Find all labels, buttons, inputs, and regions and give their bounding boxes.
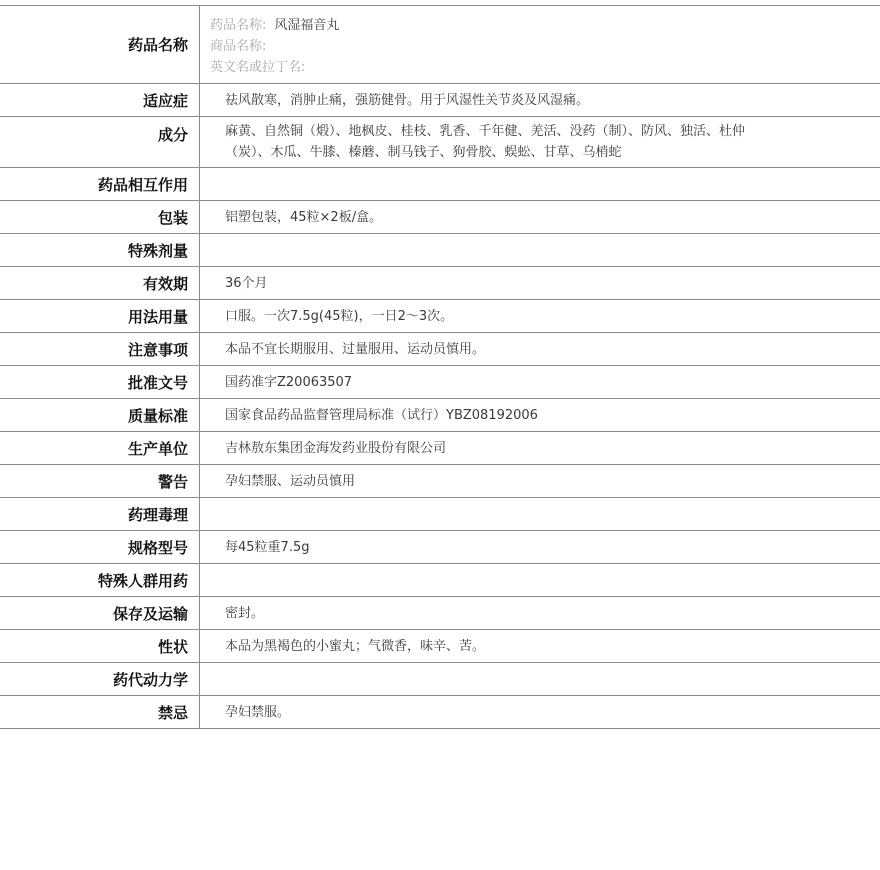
storage-row <box>0 597 880 630</box>
specification-value: 每45粒重7.5g <box>225 539 310 555</box>
pharmacokinetics-value <box>200 663 880 695</box>
english-name-line <box>210 57 880 78</box>
warning-label: 警告 <box>0 465 200 497</box>
quality-standard-value: 国家食品药品监督管理局标准（试行）YBZ08192006 <box>225 407 538 423</box>
storage-label: 保存及运输 <box>0 597 200 629</box>
english-name-key: 英文名或拉丁名: <box>210 60 306 75</box>
appearance-value: 本品为黑褐色的小蜜丸；气微香，味辛、苦。 <box>225 638 486 654</box>
special-population-label: 特殊人群用药 <box>0 564 200 596</box>
precautions-label: 注意事项 <box>0 333 200 365</box>
precautions-row <box>0 333 880 366</box>
special-dosage-label: 特殊剂量 <box>0 234 200 266</box>
packaging-row <box>0 201 880 234</box>
contraindications-label: 禁忌 <box>0 696 200 728</box>
trade-name-line <box>210 36 880 57</box>
interactions-value <box>200 168 880 200</box>
special-dosage-row <box>0 234 880 267</box>
pharmacology-value <box>200 498 880 530</box>
generic-name-value: 风湿福音丸 <box>274 18 340 33</box>
indications-value: 祛风散寒，消肿止痛，强筋健骨。用于风湿性关节炎及风湿痛。 <box>225 92 590 108</box>
usage-dosage-row <box>0 300 880 333</box>
ingredients-row <box>0 117 880 168</box>
precautions-value: 本品不宜长期服用、过量服用、运动员慎用。 <box>225 341 486 357</box>
ingredients-label: 成分 <box>0 117 200 167</box>
drug-info-table <box>0 5 880 729</box>
pharmacokinetics-label: 药代动力学 <box>0 663 200 695</box>
drug-name-label: 药品名称 <box>0 6 200 83</box>
manufacturer-row <box>0 432 880 465</box>
approval-number-value: 国药准字Z20063507 <box>225 374 353 390</box>
drug-name-values <box>200 6 880 83</box>
generic-name-line <box>210 15 880 36</box>
shelf-life-value: 36个月 <box>225 275 268 291</box>
storage-value: 密封。 <box>225 605 265 621</box>
special-population-value <box>200 564 880 596</box>
special-dosage-value <box>200 234 880 266</box>
usage-dosage-label: 用法用量 <box>0 300 200 332</box>
contraindications-row <box>0 696 880 729</box>
specification-row <box>0 531 880 564</box>
pharmacology-label: 药理毒理 <box>0 498 200 530</box>
pharmacokinetics-row <box>0 663 880 696</box>
interactions-row <box>0 168 880 201</box>
indications-row <box>0 84 880 117</box>
drug-name-row <box>0 6 880 84</box>
pharmacology-row <box>0 498 880 531</box>
manufacturer-label: 生产单位 <box>0 432 200 464</box>
quality-standard-label: 质量标准 <box>0 399 200 431</box>
manufacturer-value: 吉林敖东集团金海发药业股份有限公司 <box>225 440 447 456</box>
indications-label: 适应症 <box>0 84 200 116</box>
shelf-life-label: 有效期 <box>0 267 200 299</box>
interactions-label: 药品相互作用 <box>0 168 200 200</box>
usage-dosage-value: 口服。一次7.5g(45粒)，一日2～3次。 <box>225 308 454 324</box>
approval-number-label: 批准文号 <box>0 366 200 398</box>
specification-label: 规格型号 <box>0 531 200 563</box>
appearance-label: 性状 <box>0 630 200 662</box>
contraindications-value: 孕妇禁服。 <box>225 704 291 720</box>
packaging-label: 包装 <box>0 201 200 233</box>
packaging-value: 铝塑包装，45粒×2板/盒。 <box>225 209 383 225</box>
generic-name-key: 药品名称: <box>210 18 267 33</box>
warning-row <box>0 465 880 498</box>
quality-standard-row <box>0 399 880 432</box>
approval-number-row <box>0 366 880 399</box>
appearance-row <box>0 630 880 663</box>
ingredients-value: 麻黄、自然铜（煅）、地枫皮、桂枝、乳香、千年健、羌活、没药（制）、防风、独活、杜仲（炭）、木瓜、牛膝、榛蘑、制马钱子、狗骨胶、蜈蚣、甘草、乌梢蛇 <box>225 124 746 160</box>
special-population-row <box>0 564 880 597</box>
shelf-life-row <box>0 267 880 300</box>
warning-value: 孕妇禁服、运动员慎用 <box>225 473 356 489</box>
trade-name-key: 商品名称: <box>210 39 267 54</box>
